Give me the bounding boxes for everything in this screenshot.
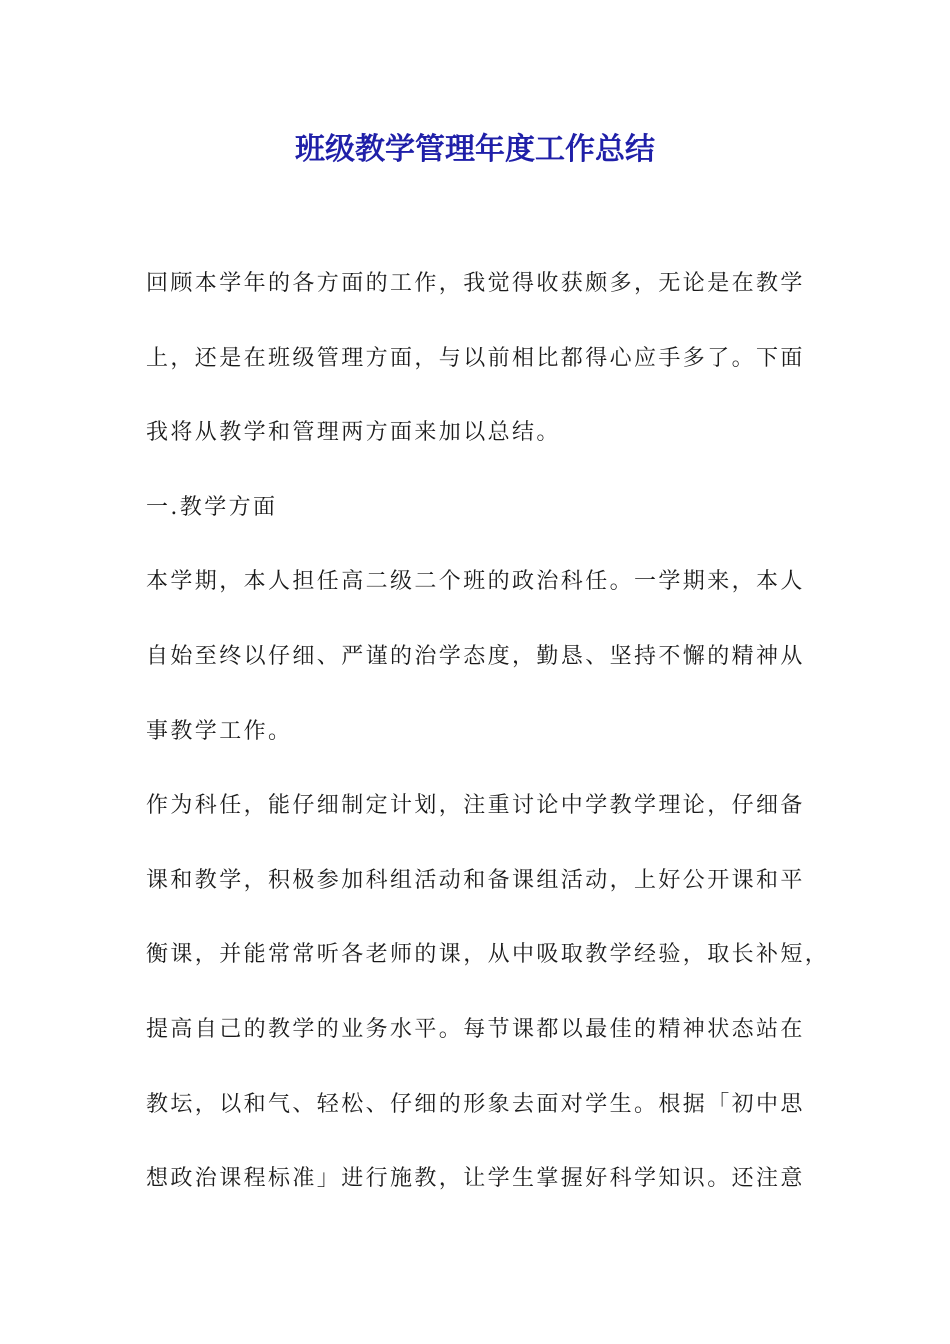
document-title: 班级教学管理年度工作总结 [295, 132, 655, 167]
body-line: 提高自己的教学的业务水平。每节课都以最佳的精神状态站在 [146, 1016, 805, 1042]
section-heading: 一.教学方面 [146, 494, 278, 520]
body-line: 上，还是在班级管理方面，与以前相比都得心应手多了。下面 [146, 345, 805, 371]
body-line: 想政治课程标准」进行施教，让学生掌握好科学知识。还注意 [146, 1166, 805, 1192]
document-body [146, 262, 846, 1232]
body-line: 课和教学，积极参加科组活动和备课组活动，上好公开课和平 [146, 867, 805, 893]
body-line: 我将从教学和管理两方面来加以总结。 [146, 420, 561, 446]
body-line: 事教学工作。 [146, 718, 293, 744]
body-line: 衡课，并能常常听各老师的课，从中吸取教学经验，取长补短， [146, 942, 830, 968]
body-line: 本学期，本人担任高二级二个班的政治科任。一学期来，本人 [146, 569, 805, 595]
body-line: 教坛，以和气、轻松、仔细的形象去面对学生。根据「初中思 [146, 1091, 805, 1117]
body-line: 回顾本学年的各方面的工作，我觉得收获颇多，无论是在教学 [146, 271, 805, 296]
body-line: 作为科任，能仔细制定计划，注重讨论中学教学理论，仔细备 [146, 793, 805, 819]
body-line: 自始至终以仔细、严谨的治学态度，勤恳、坚持不懈的精神从 [146, 643, 805, 669]
